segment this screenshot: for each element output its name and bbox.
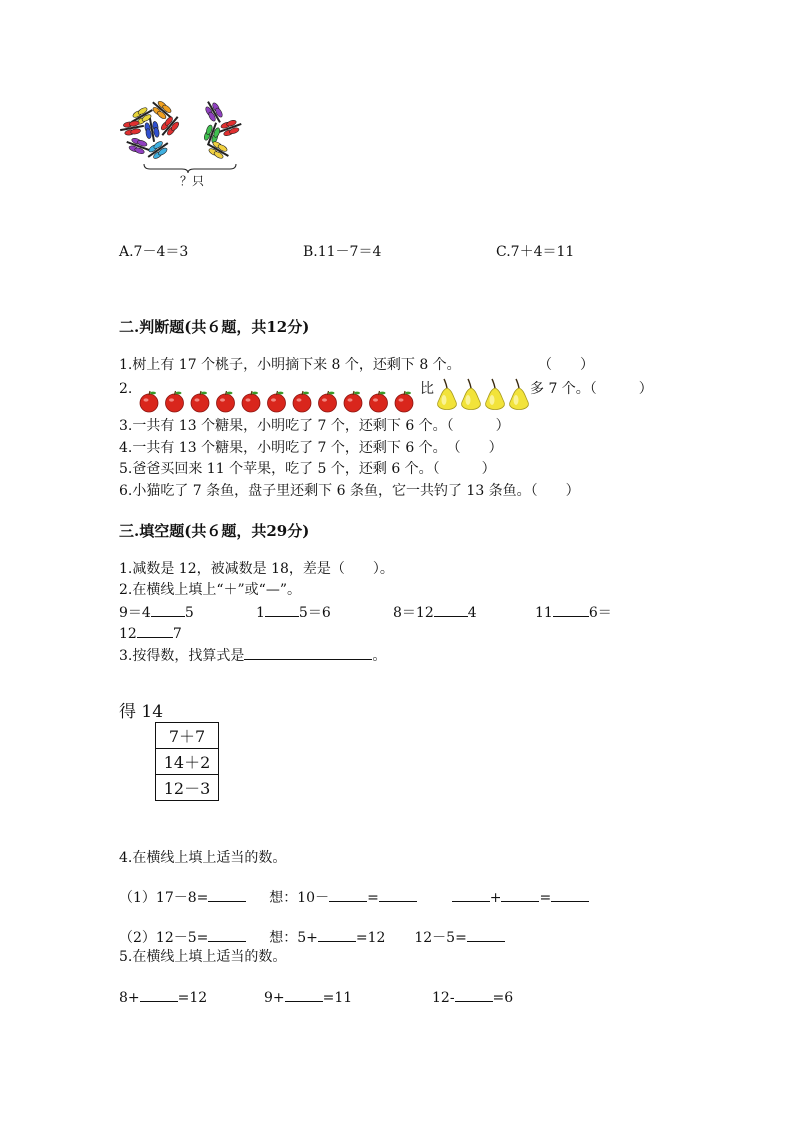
item-c-pre: 8＝12 [393,605,434,621]
row2-prefix: （2）12－5= [119,930,209,946]
blank-input[interactable] [551,887,589,902]
fill-q2-item-e [119,623,182,644]
blank-input[interactable] [434,602,468,617]
judge-q6: 6.小猫吃了 7 条鱼，盘子里还剩下 6 条鱼，它一共钓了 13 条鱼。（ ） [119,483,580,499]
fill-q4-row1 [119,887,589,908]
row2-second: 12－5= [414,930,467,946]
judge-q3: 3.一共有 13 个糖果，小明吃了 7 个，还剩下 6 个。（ ） [119,418,510,434]
expression-item[interactable]: 14＋2 [156,749,219,775]
blank-input[interactable] [452,887,490,902]
q5-a: 8+ [119,990,140,1006]
blank-input[interactable] [140,987,178,1002]
apple-row [139,390,420,418]
judge-q5: 5.爸爸买回来 11 个苹果，吃了 5 个，还剩 6 个。（ ） [119,461,496,477]
judge-q1 [119,355,461,375]
apple-icon [242,391,260,412]
apple-icon [319,391,337,412]
pear-row [434,378,534,420]
row1-think: 想：10－ [269,890,330,906]
judge-q2-tail: 多 7 个。（ ） [530,381,653,397]
apple-icon [268,391,286,412]
blank-input[interactable] [318,927,356,942]
judge-q2-num: 2. [119,381,133,397]
fill-q3-end: 。 [372,648,387,664]
row1-eq: = [367,890,379,906]
blank-input[interactable] [553,602,589,617]
item-b-pre: 1 [256,605,265,621]
judge-q1-text: 1.树上有 17 个桃子，小明摘下来 8 个，还剩下 8 个。 [119,357,461,373]
blank-input[interactable] [137,623,173,638]
item-c-post: 4 [467,605,477,621]
pear-icon [486,379,505,410]
row2-eq: =12 [355,930,386,946]
fill-q1: 1.减数是 12，被减数是 18，差是（ ）。 [119,561,394,577]
pear-icon [438,379,457,410]
q5-b-end: =11 [322,990,353,1006]
item-e-post: 7 [172,626,182,642]
choice-b: B.11－7＝4 [303,244,382,260]
item-e-pre: 12 [119,626,137,642]
blank-input[interactable] [151,602,185,617]
expression-item[interactable]: 12－3 [156,775,219,801]
item-a-post: 5 [184,605,194,621]
fill-q5: 5.在横线上填上适当的数。 [119,949,287,965]
blank-input[interactable] [467,927,505,942]
item-d-post: 6＝ [588,605,612,621]
pear-icon [462,379,481,410]
blank-input[interactable] [265,602,299,617]
section3-title: 三.填空题(共６题，共29分) [119,522,310,540]
apple-icon [166,391,184,412]
choice-a: A.7－4＝3 [119,244,189,260]
row1-plus: + [489,890,502,906]
de-label: 得 14 [119,702,164,722]
fill-q4-row2 [119,927,505,948]
blank-input[interactable] [208,887,246,902]
blank-input[interactable] [208,927,246,942]
fill-q2: 2.在横线上填上“＋”或“—”。 [119,582,301,598]
item-d-pre: 11 [535,605,553,621]
blank-input[interactable] [244,645,372,660]
q5-a-end: =12 [177,990,208,1006]
q5-b: 9+ [264,990,285,1006]
section2-title: 二.判断题(共６题，共12分) [119,318,310,336]
expression-item[interactable]: 7＋7 [156,723,219,749]
blank-input[interactable] [285,987,323,1002]
apple-icon [344,391,362,412]
blank-input[interactable] [379,887,417,902]
fill-q5-item-c [432,987,513,1008]
fill-q2-item-d [535,602,612,623]
brace-label: ？只 [180,174,205,188]
judge-q4: 4.一共有 13 个糖果，小明吃了 7 个，还剩下 6 个。 （ ） [119,440,503,456]
fill-q4: 4.在横线上填上适当的数。 [119,850,287,866]
apple-icon [293,391,311,412]
expression-box [155,722,219,801]
fill-q3-text: 3.按得数，找算式是 [119,648,245,664]
q5-c-end: =6 [492,990,514,1006]
dragonfly-group-right [202,98,244,161]
fill-q2-item-b [256,602,331,623]
apple-icon [217,391,235,412]
fill-q3 [119,645,386,666]
item-a-pre: 9＝4 [119,605,151,621]
item-b-post: 5＝6 [298,605,331,621]
judge-q2-bi: 比 [420,381,434,397]
fill-q2-item-a [119,602,194,623]
fill-q5-item-a [119,987,207,1008]
pear-icon [510,379,529,410]
judge-q1-paren: （ ） [538,357,594,373]
fill-q5-item-b [264,987,352,1008]
blank-input[interactable] [501,887,539,902]
choice-c: C.7＋4＝11 [496,244,575,260]
apple-icon [191,391,209,412]
blank-input[interactable] [329,887,367,902]
apple-icon [370,391,388,412]
apple-icon [140,391,158,412]
row2-think: 想：5+ [269,930,318,946]
row1-eq2: = [539,890,552,906]
blank-input[interactable] [455,987,493,1002]
q5-c: 12- [432,990,455,1006]
fill-q2-item-c [393,602,477,623]
dragonfly-figure [118,98,248,174]
dragonfly-group-left [119,98,183,162]
apple-icon [395,391,413,412]
row1-prefix: （1）17－8= [119,890,209,906]
